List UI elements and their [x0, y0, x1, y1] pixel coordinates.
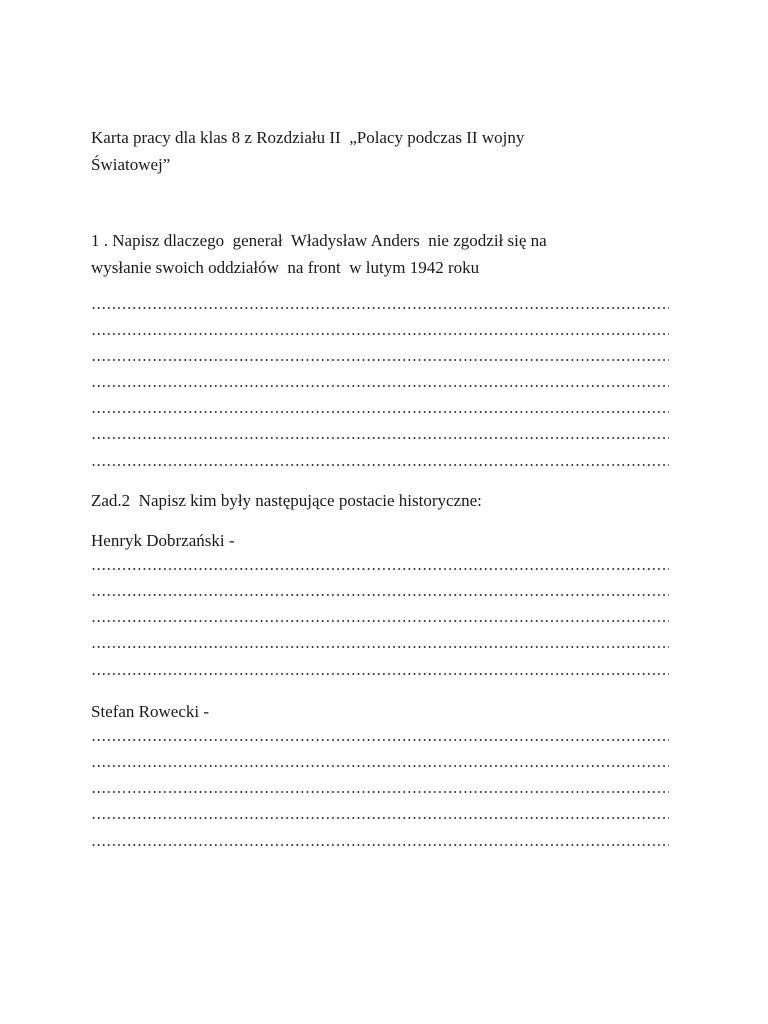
- person-label-1: Henryk Dobrzański -: [91, 531, 235, 550]
- answer-line: [91, 739, 669, 741]
- question-1-line-2: wysłanie swoich oddziałów na front w lutym 1942 roku: [91, 258, 480, 277]
- answer-line: [91, 568, 669, 570]
- answer-line: [91, 385, 669, 387]
- answer-line: [91, 464, 669, 466]
- answer-line: [91, 411, 669, 413]
- question-2-heading: Zad.2 Napisz kim były następujące postacie historyczne:: [91, 491, 482, 510]
- answer-line: [91, 791, 669, 793]
- answer-line: [91, 620, 669, 622]
- question-1-line-1: 1 . Napisz dlaczego generał Władysław Anders nie zgodził się na: [91, 231, 547, 250]
- answer-line: [91, 594, 669, 596]
- answer-line: [91, 307, 669, 309]
- answer-line: [91, 673, 669, 675]
- answer-line: [91, 333, 669, 335]
- worksheet-title-line-1: Karta pracy dla klas 8 z Rozdziału II „Polacy podczas II wojny: [91, 128, 525, 147]
- answer-line: [91, 765, 669, 767]
- worksheet-title-line-2: Światowej”: [91, 155, 171, 174]
- answer-line: [91, 359, 669, 361]
- answer-line: [91, 646, 669, 648]
- answer-line: [91, 817, 669, 819]
- answer-line: [91, 437, 669, 439]
- answer-line: [91, 844, 669, 846]
- person-label-2: Stefan Rowecki -: [91, 702, 210, 721]
